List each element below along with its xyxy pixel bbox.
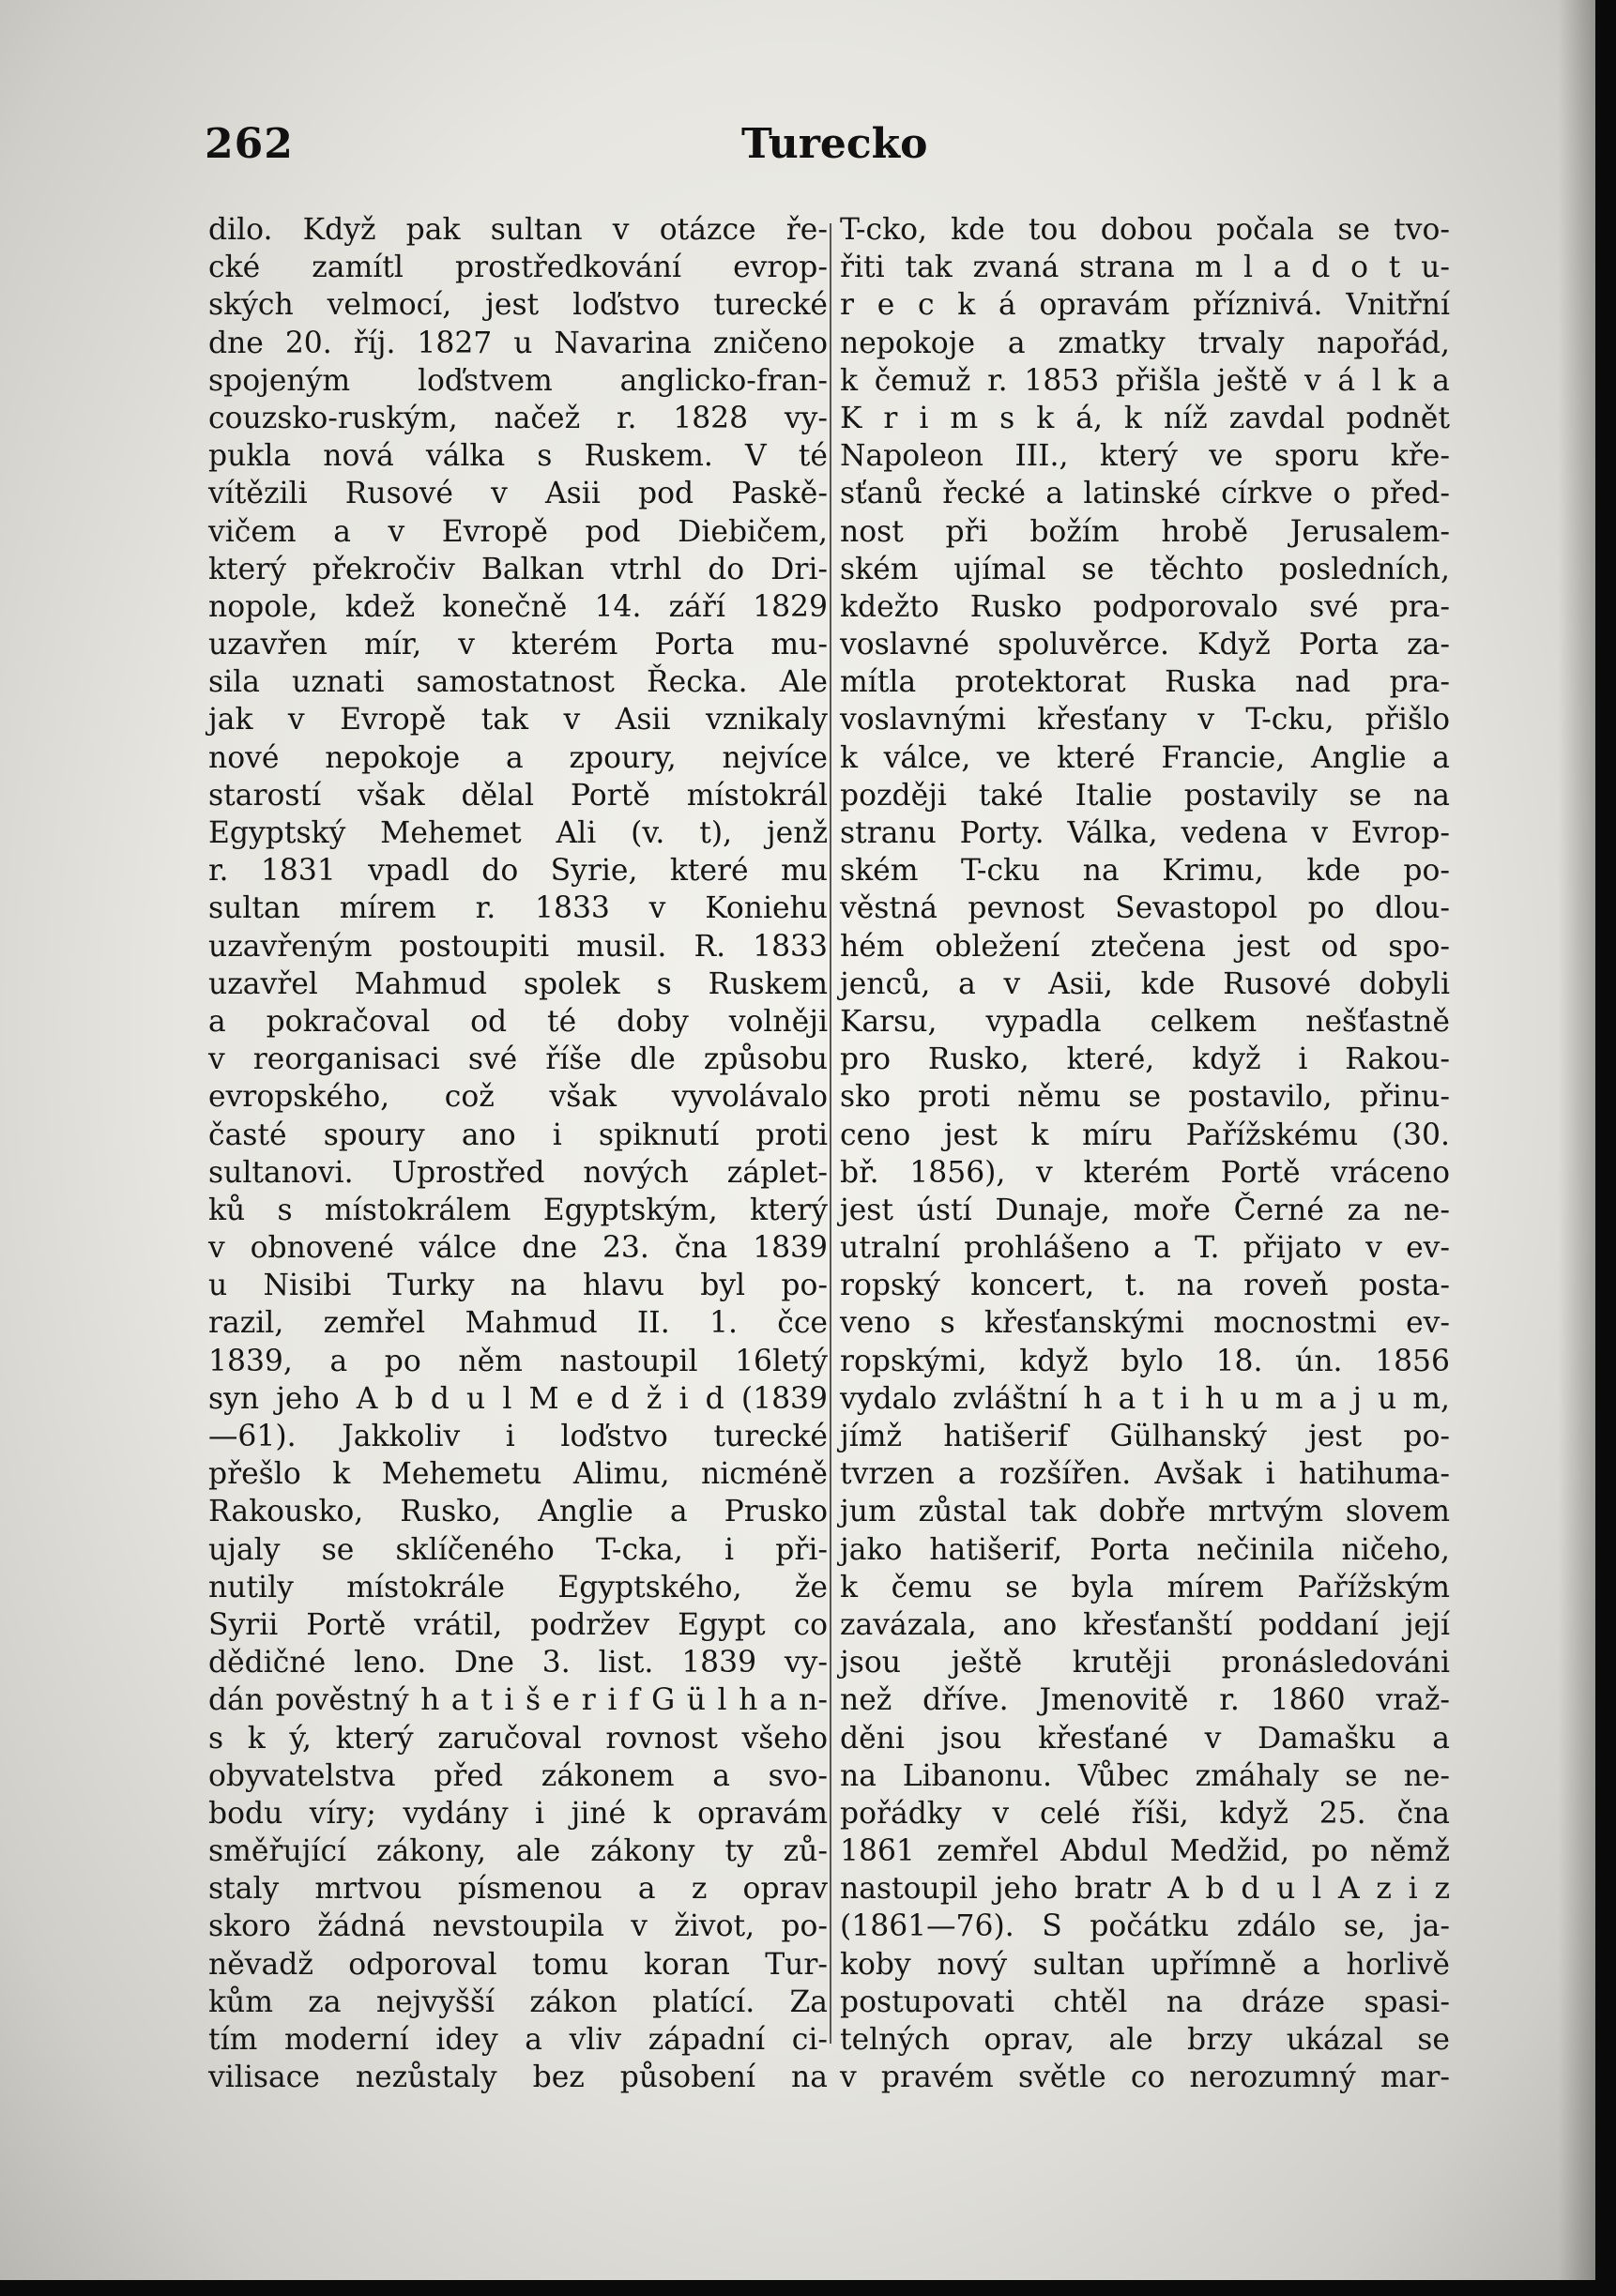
text-line: jenců, a v Asii, kde Rusové dobyli <box>840 966 1450 1001</box>
text-line: vítězili Rusové v Asii pod Paskě- <box>208 477 828 511</box>
text-line: v obnovené válce dne 23. čna 1839 <box>208 1231 828 1266</box>
text-line: k válce, ve které Francie, Anglie a <box>840 740 1450 775</box>
text-line: stranu Porty. Válka, vedena v Evrop- <box>840 816 1450 850</box>
text-line: nové nepokoje a zpoury, nejvíce <box>208 740 828 775</box>
text-line: sultanovi. Uprostřed nových záplet- <box>208 1155 828 1190</box>
text-line: časté spoury ano i spiknutí proti <box>208 1118 828 1152</box>
text-line: cké zamítl prostředkování evrop- <box>208 251 828 285</box>
text-line: veno s křesťanskými mocnostmi ev- <box>840 1306 1450 1341</box>
text-line: staly mrtvou písmenou a z oprav <box>208 1872 828 1907</box>
text-line: pukla nová válka s Ruskem. V té <box>208 439 828 474</box>
text-line: T-cko, kde tou dobou počala se tvo- <box>840 213 1450 247</box>
text-line: v pravém světle co nerozumný mar- <box>840 2060 1450 2095</box>
page-edge-shadow <box>1558 0 1595 2280</box>
text-line: uzavřen mír, v kterém Porta mu- <box>208 628 828 662</box>
text-line: telných oprav, ale brzy ukázal se <box>840 2023 1450 2057</box>
text-line: tvrzen a rozšířen. Avšak i hatihuma- <box>840 1457 1450 1492</box>
text-line: přešlo k Mehemetu Alimu, nicméně <box>208 1457 828 1492</box>
text-line: sultan mírem r. 1833 v Koniehu <box>208 891 828 926</box>
text-line: dán pověstný h a t i š e r i f G ü l h a n- <box>208 1683 828 1718</box>
text-line: dědičné leno. Dne 3. list. 1839 vy- <box>208 1646 828 1680</box>
text-line: ků s místokrálem Egyptským, který <box>208 1193 828 1227</box>
text-line: sila uznati samostatnost Řecka. Ale <box>208 665 828 700</box>
text-line: utralní prohlášeno a T. přijato v ev- <box>840 1231 1450 1266</box>
right-text-column <box>840 211 1450 2096</box>
text-line: k čemu se byla mírem Pařížským <box>840 1570 1450 1604</box>
text-line: 1839, a po něm nastoupil 16letý <box>208 1344 828 1378</box>
text-line: kům za nejvyšší zákon platící. Za <box>208 1984 828 2019</box>
text-line: mítla protektorat Ruska nad pra- <box>840 665 1450 700</box>
text-line: jímž hatišerif Gülhanský jest po- <box>840 1420 1450 1453</box>
text-line: jest ústí Dunaje, moře Černé za ne- <box>840 1193 1450 1227</box>
text-line: K r i m s k á, k níž zavdal podnět <box>840 401 1450 435</box>
text-line: řiti tak zvaná strana m l a d o t u- <box>840 251 1450 285</box>
text-line: k čemuž r. 1853 přišla ještě v á l k a <box>840 363 1450 398</box>
text-line: —61). Jakkoliv i loďstvo turecké <box>208 1420 828 1453</box>
text-line: vydalo zvláštní h a t i h u m a j u m, <box>840 1381 1450 1416</box>
text-line: jum zůstal tak dobře mrtvým slovem <box>840 1495 1450 1529</box>
text-line: starostí však dělal Portě místokrál <box>208 778 828 813</box>
text-line: ském ujímal se těchto posledních, <box>840 552 1450 586</box>
text-line: ropský koncert, t. na roveň posta- <box>840 1269 1450 1303</box>
text-line: Rakousko, Rusko, Anglie a Prusko <box>208 1495 828 1529</box>
text-line: (1861—76). S počátku zdálo se, ja- <box>840 1909 1450 1944</box>
text-line: hém obležení ztečena jest od spo- <box>840 929 1450 964</box>
text-line: couzsko-ruským, načež r. 1828 vy- <box>208 401 828 435</box>
left-text-column <box>208 211 828 2096</box>
text-line: Egyptský Mehemet Ali (v. t), jenž <box>208 816 828 850</box>
text-line: sťanů řecké a latinské církve o před- <box>840 477 1450 511</box>
text-line: voslavnými křesťany v T-cku, přišlo <box>840 703 1450 737</box>
text-line: nepokoje a zmatky trvaly napořád, <box>840 326 1450 360</box>
text-line: dilo. Když pak sultan v otázce ře- <box>208 213 828 247</box>
text-line: 1861 zemřel Abdul Medžid, po němž <box>840 1834 1450 1869</box>
text-line: nastoupil jeho bratr A b d u l A z i z <box>840 1872 1450 1907</box>
text-line: voslavné spoluvěrce. Když Porta za- <box>840 628 1450 662</box>
text-line: věstná pevnost Sevastopol po dlou- <box>840 891 1450 926</box>
text-line: bodu víry; vydány i jiné k opravám <box>208 1796 828 1831</box>
text-line: pro Rusko, které, když i Rakou- <box>840 1042 1450 1077</box>
text-line: ských velmocí, jest loďstvo turecké <box>208 288 828 323</box>
text-line: s k ý, který zaručoval rovnost všeho <box>208 1721 828 1756</box>
text-line: nutily místokrále Egyptského, že <box>208 1570 828 1604</box>
text-line: směřující zákony, ale zákony ty zů- <box>208 1834 828 1869</box>
text-line: uzavřeným postoupiti musil. R. 1833 <box>208 929 828 964</box>
text-line: Syrii Portě vrátil, podržev Egypt co <box>208 1607 828 1642</box>
text-line: vičem a v Evropě pod Diebičem, <box>208 514 828 549</box>
text-line: dne 20. říj. 1827 u Navarina zničeno <box>208 326 828 360</box>
text-line: syn jeho A b d u l M e d ž i d (1839 <box>208 1381 828 1416</box>
text-line: postupovati chtěl na dráze spasi- <box>840 1984 1450 2019</box>
text-line: obyvatelstva před zákonem a svo- <box>208 1758 828 1793</box>
text-line: bř. 1856), v kterém Portě vráceno <box>840 1155 1450 1190</box>
text-line: a pokračoval od té doby volněji <box>208 1004 828 1039</box>
text-line: vilisace nezůstaly bez působení na <box>208 2060 828 2095</box>
text-line: sko proti němu se postavilo, přinu- <box>840 1080 1450 1115</box>
text-line: jako hatišerif, Porta nečinila ničeho, <box>840 1532 1450 1567</box>
text-line: děni jsou křesťané v Damašku a <box>840 1721 1450 1756</box>
text-line: tím moderní idey a vliv západní ci- <box>208 2023 828 2057</box>
text-line: Napoleon III., který ve sporu kře- <box>840 439 1450 474</box>
text-line: ském T-cku na Krimu, kde po- <box>840 854 1450 889</box>
running-title: Turecko <box>741 120 928 168</box>
page-header <box>0 120 1595 176</box>
text-line: nopole, kdež konečně 14. září 1829 <box>208 589 828 624</box>
text-line: ropskými, když bylo 18. ún. 1856 <box>840 1344 1450 1378</box>
page-number: 262 <box>205 120 294 168</box>
text-line: ujaly se sklíčeného T-cka, i při- <box>208 1532 828 1567</box>
text-line: něvadž odporoval tomu koran Tur- <box>208 1947 828 1982</box>
text-line: evropského, což však vyvolávalo <box>208 1080 828 1115</box>
text-line: koby nový sultan upřímně a horlivě <box>840 1947 1450 1982</box>
text-line: skoro žádná nevstoupila v život, po- <box>208 1909 828 1944</box>
text-line: kdežto Rusko podporovalo své pra- <box>840 589 1450 624</box>
text-line: pořádky v celé říši, když 25. čna <box>840 1796 1450 1831</box>
text-line: nost při božím hrobě Jerusalem- <box>840 514 1450 549</box>
text-line: razil, zemřel Mahmud II. 1. čce <box>208 1306 828 1341</box>
text-line: u Nisibi Turky na hlavu byl po- <box>208 1269 828 1303</box>
text-line: ceno jest k míru Pařížskému (30. <box>840 1118 1450 1152</box>
text-line: Karsu, vypadla celkem nešťastně <box>840 1004 1450 1039</box>
text-line: r e c k á opravám příznivá. Vnitřní <box>840 288 1450 323</box>
text-line: zavázala, ano křesťanští poddaní její <box>840 1607 1450 1642</box>
text-line: na Libanonu. Vůbec zmáhaly se ne- <box>840 1758 1450 1793</box>
text-line: který překročiv Balkan vtrhl do Dri- <box>208 552 828 586</box>
column-divider <box>830 223 831 2044</box>
text-line: r. 1831 vpadl do Syrie, které mu <box>208 854 828 889</box>
text-line: uzavřel Mahmud spolek s Ruskem <box>208 966 828 1001</box>
text-line: jsou ještě krutěji pronásledováni <box>840 1646 1450 1680</box>
text-line: později také Italie postavily se na <box>840 778 1450 813</box>
text-line: spojeným loďstvem anglicko-fran- <box>208 363 828 398</box>
text-line: v reorganisaci své říše dle způsobu <box>208 1042 828 1077</box>
text-line: než dříve. Jmenovitě r. 1860 vraž- <box>840 1683 1450 1718</box>
text-line: jak v Evropě tak v Asii vznikaly <box>208 703 828 737</box>
